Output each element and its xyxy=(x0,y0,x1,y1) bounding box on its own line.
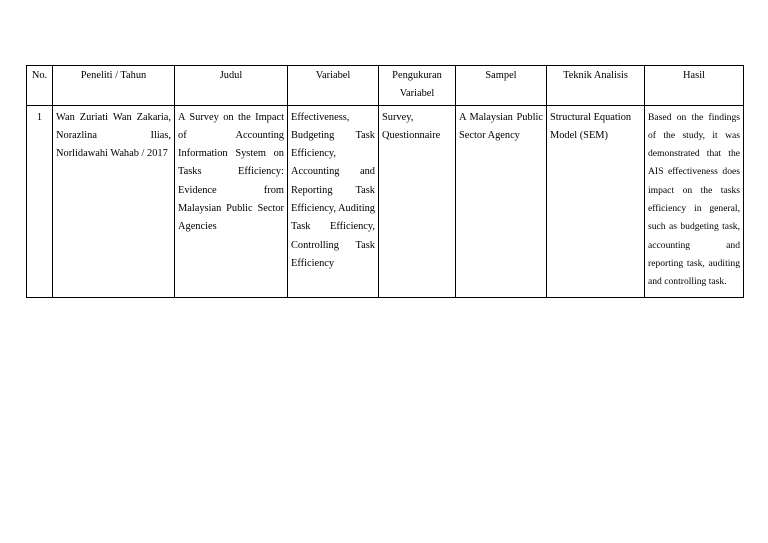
header-teknik-analisis: Teknik Analisis xyxy=(547,66,645,106)
header-variabel: Variabel xyxy=(288,66,379,106)
table-header-row xyxy=(27,66,744,106)
cell-teknik-analisis: Structural Equation Model (SEM) xyxy=(547,105,645,297)
cell-pengukuran-variabel: Survey, Questionnaire xyxy=(379,105,456,297)
header-pengukuran-variabel: Pengukuran Variabel xyxy=(379,66,456,106)
header-peneliti-tahun: Peneliti / Tahun xyxy=(53,66,175,106)
table-row xyxy=(27,105,744,297)
cell-judul: A Survey on the Impact of Accounting Information System on Tasks Efficiency: Evidence from Malaysian Public Sector Agencies xyxy=(175,105,288,297)
header-hasil: Hasil xyxy=(645,66,744,106)
cell-hasil: Based on the findings of the study, it was demonstrated that the AIS effectiveness does impact on the tasks efficiency in general, such as budgeting task, accounting and reporting task, auditing and controlling task. xyxy=(645,105,744,297)
header-judul: Judul xyxy=(175,66,288,106)
header-no: No. xyxy=(27,66,53,106)
cell-no: 1 xyxy=(27,105,53,297)
cell-sampel: A Malaysian Public Sector Agency xyxy=(456,105,547,297)
literature-review-table xyxy=(26,65,744,298)
cell-peneliti-tahun: Wan Zuriati Wan Zakaria, Norazlina Ilias, Norlidawahi Wahab / 2017 xyxy=(53,105,175,297)
header-sampel: Sampel xyxy=(456,66,547,106)
cell-variabel: Effectiveness, Budgeting Task Efficiency, Accounting and Reporting Task Efficiency, Auditing Task Efficiency, Controlling Task Efficiency xyxy=(288,105,379,297)
